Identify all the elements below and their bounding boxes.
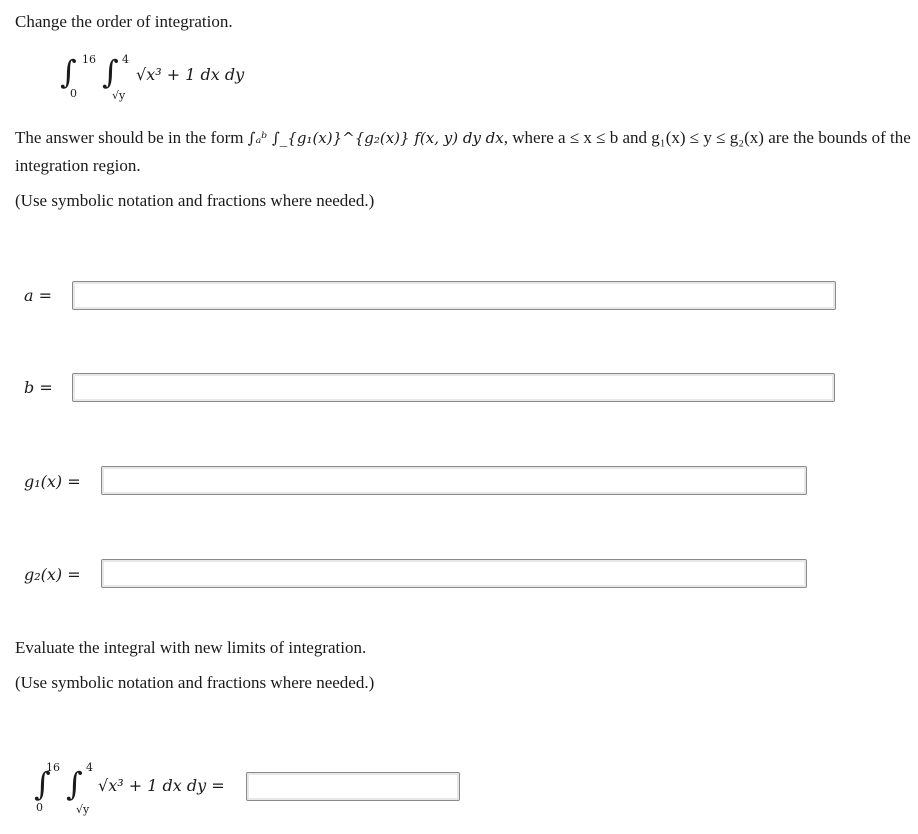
answer-form-expression: ∫ₐᵇ ∫_{g₁(x)}^{g₂(x)} f(x, y) dy dx [247, 129, 504, 147]
final-outer-integral-sign: ∫ [34, 765, 51, 803]
final-inner-lower-limit: √y [76, 803, 90, 816]
final-inner-upper-limit: 4 [86, 761, 93, 774]
outer-lower-limit: 0 [70, 87, 77, 100]
final-integrand-text: √x³ + 1 [98, 776, 158, 795]
answer-form-line2: integration region. [15, 156, 141, 175]
final-inner-integral-sign: ∫ [66, 765, 83, 803]
answer-form-prefix: The answer should be in the form [15, 128, 244, 147]
label-a: a = [24, 286, 53, 305]
integrand-text: √x³ + 1 [136, 65, 196, 84]
inner-upper-limit: 4 [122, 53, 129, 66]
evaluate-instruction: Evaluate the integral with new limits of integration. [15, 638, 367, 657]
integral-display [60, 48, 260, 104]
integral-value-input[interactable] [246, 772, 460, 801]
integrand [136, 65, 244, 84]
final-outer-upper-limit: 16 [46, 761, 60, 774]
instruction-text: Change the order of integration. [15, 12, 233, 31]
label-g1: g₁(x) = [24, 472, 81, 491]
outer-upper-limit: 16 [82, 53, 96, 66]
b-input[interactable] [72, 373, 835, 402]
g1-input[interactable] [101, 466, 807, 495]
final-integral-display [34, 760, 234, 816]
answer-form-suffix: , where a ≤ x ≤ b and g₁(x) ≤ y ≤ g₂(x) are the bounds of the [503, 128, 911, 147]
differentials: dx dy [200, 65, 245, 84]
note-symbolic-2: (Use symbolic notation and fractions where needed.) [15, 673, 375, 692]
equals-sign: = [211, 776, 225, 795]
label-g2: g₂(x) = [24, 565, 81, 584]
outer-integral-sign: ∫ [60, 53, 77, 91]
inner-lower-limit: √y [112, 89, 126, 102]
note-symbolic-1: (Use symbolic notation and fractions where needed.) [15, 191, 375, 210]
answer-form-line [15, 128, 911, 148]
inner-integral-sign: ∫ [102, 53, 119, 91]
g2-input[interactable] [101, 559, 807, 588]
final-integrand [98, 776, 225, 795]
final-outer-lower-limit: 0 [36, 801, 43, 814]
a-input[interactable] [72, 281, 836, 310]
final-differentials: dx dy [162, 776, 207, 795]
label-b: b = [24, 378, 53, 397]
